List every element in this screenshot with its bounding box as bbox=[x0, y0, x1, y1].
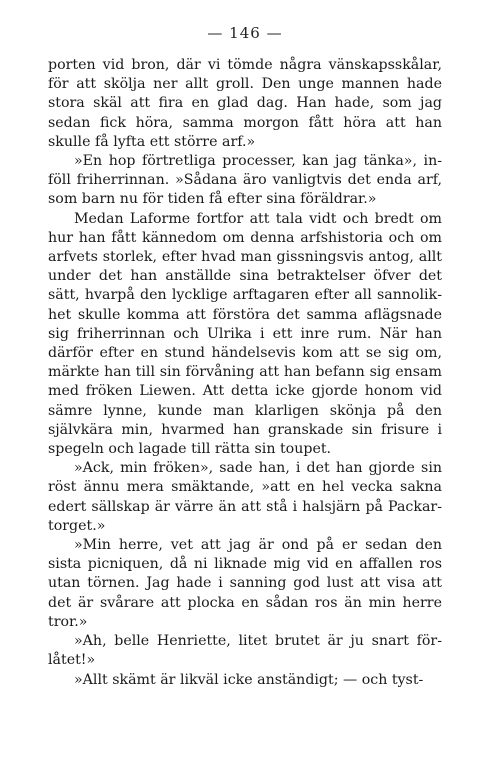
paragraph-5: »Min herre, vet att jag är ond på er sedan den sista picniquen, då ni liknade mig vid en affallen ros utan törnen. Jag hade i sanning god lust att visa att det är svårare att plocka en sådan ros än min herre tror.» bbox=[48, 537, 442, 630]
page-number: — 146 — bbox=[207, 24, 283, 42]
paragraph-3: Medan Laforme fortfor att tala vidt och bredt om hur han fått kännedom om denna arfshistoria och om arfvets storlek, efter hvad man gissningsvis antog, allt under det han anställde sina betraktelser öfver det sätt, hvarpå den lycklige arftagaren efter all sannolikhet skulle komma att förstöra det samma aflägsnade sig friherrinnan och Ulrika i ett inre rum. När han därför efter en stund händelsevis kom att se sig om, märkte han till sin förvåning att han befann sig ensam med fröken Liewen. Att detta icke gjorde honom vid sämre lynne, kunde man klarligen skönja på den självkära min, hvarmed han granskade sin frisure i spegeln och lagade till rätta sin toupet. bbox=[48, 210, 442, 458]
paragraph-7: »Allt skämt är likväl icke anständigt; — och tyst- bbox=[74, 671, 424, 688]
paragraph-2: »En hop förtretliga processer, kan jag tänka», inföll friherrinnan. »Sådana äro vanligtvis det enda arf, som barn nu för tiden få efter sina föräldrar.» bbox=[48, 153, 442, 208]
paragraph-4: »Ack, min fröken», sade han, i det han gjorde sin röst ännu mera smäktande, »att en hel vecka sakna edert sällskap är värre än att stå i halsjärn på Packartorget.» bbox=[48, 460, 442, 534]
page-body bbox=[48, 56, 442, 690]
paragraph-6: »Ah, belle Henriette, litet brutet är ju snart förlåtet!» bbox=[48, 633, 442, 669]
book-page bbox=[48, 24, 442, 690]
paragraph-1: porten vid bron, där vi tömde några vänskapsskålar, för att skölja ner allt groll. Den unge mannen hade stora skäl att fira en glad dag. Han hade, som jag sedan fick höra, samma morgon fått höra att han skulle få lyfta ett större arf.» bbox=[48, 57, 442, 150]
